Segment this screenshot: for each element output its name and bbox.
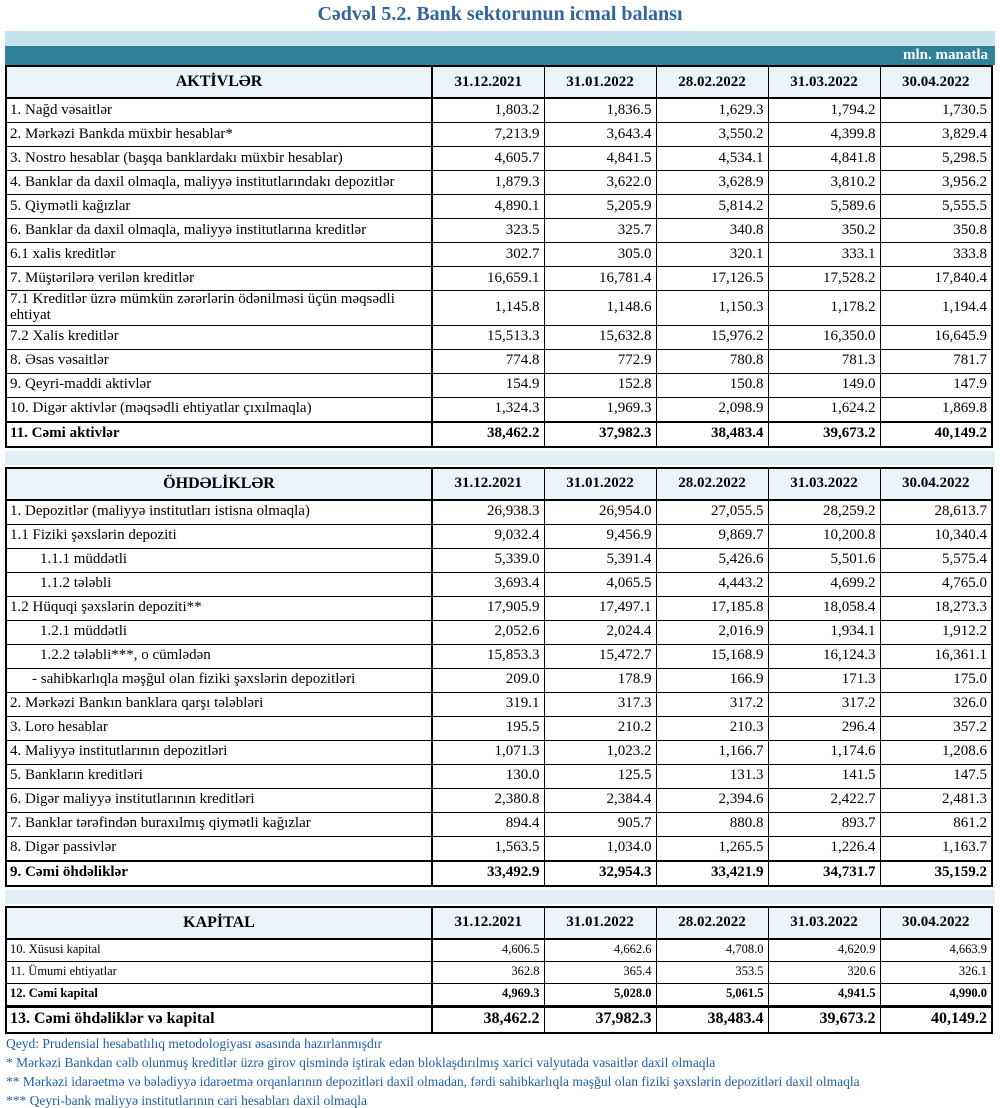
table-row (6, 668, 992, 692)
cell-value: 772.9 (544, 349, 656, 373)
report-page (0, 3, 1000, 1108)
row-label: 5. Qiymətli kağızlar (6, 195, 432, 219)
column-header: 31.12.2021 (432, 468, 544, 500)
cell-value: 26,954.0 (544, 500, 656, 525)
cell-value: 326.0 (880, 692, 992, 716)
cell-value: 905.7 (544, 812, 656, 836)
cell-value: 2,384.4 (544, 788, 656, 812)
cell-value: 1,150.3 (656, 291, 768, 326)
table-aktivler (5, 65, 993, 448)
cell-value: 5,298.5 (880, 147, 992, 171)
cell-value: 5,555.5 (880, 195, 992, 219)
table-row (6, 836, 992, 861)
cell-value: 149.0 (768, 373, 880, 397)
cell-value: 1,178.2 (768, 291, 880, 326)
cell-value: 39,673.2 (768, 422, 880, 447)
row-label: 5. Bankların kreditləri (6, 764, 432, 788)
cell-value: 880.8 (656, 812, 768, 836)
cell-value: 323.5 (432, 219, 544, 243)
table-row (6, 716, 992, 740)
cell-value: 353.5 (656, 961, 768, 983)
row-label: 12. Cəmi kapital (6, 983, 432, 1006)
table-row (6, 147, 992, 171)
cell-value: 333.1 (768, 243, 880, 267)
table-row (6, 98, 992, 123)
cell-value: 1,265.5 (656, 836, 768, 861)
cell-value: 17,497.1 (544, 596, 656, 620)
row-label: 1.1 Fiziki şəxslərin depoziti (6, 524, 432, 548)
column-header: 31.01.2022 (544, 66, 656, 98)
cell-value: 3,956.2 (880, 171, 992, 195)
cell-value: 28,259.2 (768, 500, 880, 525)
cell-value: 17,840.4 (880, 267, 992, 291)
cell-value: 5,205.9 (544, 195, 656, 219)
cell-value: 1,145.8 (432, 291, 544, 326)
cell-value: 4,399.8 (768, 123, 880, 147)
cell-value: 5,575.4 (880, 548, 992, 572)
cell-value: 16,361.1 (880, 644, 992, 668)
cell-value: 1,563.5 (432, 836, 544, 861)
table-row (6, 788, 992, 812)
cell-value: 131.3 (656, 764, 768, 788)
cell-value: 9,456.9 (544, 524, 656, 548)
cell-value: 4,708.0 (656, 939, 768, 962)
cell-value: 209.0 (432, 668, 544, 692)
top-band (5, 31, 995, 46)
row-label: 11. Ümumi ehtiyatlar (6, 961, 432, 983)
cell-value: 1,148.6 (544, 291, 656, 326)
row-label: 7. Banklar tərəfindən buraxılmış qiymətli kağızlar (6, 812, 432, 836)
column-header: 30.04.2022 (880, 907, 992, 939)
cell-value: 1,624.2 (768, 397, 880, 422)
row-label: 8. Digər passivlər (6, 836, 432, 861)
cell-value: 32,954.3 (544, 861, 656, 886)
cell-value: 1,879.3 (432, 171, 544, 195)
unit-label: mln. manatla (902, 47, 988, 63)
cell-value: 9,032.4 (432, 524, 544, 548)
cell-value: 1,629.3 (656, 98, 768, 123)
row-label: 1.1.1 müddətli (6, 548, 432, 572)
table-row (6, 373, 992, 397)
table-row (6, 397, 992, 422)
cell-value: 861.2 (880, 812, 992, 836)
cell-value: 37,982.3 (544, 1006, 656, 1033)
cell-value: 10,200.8 (768, 524, 880, 548)
cell-value: 1,836.5 (544, 98, 656, 123)
cell-value: 893.7 (768, 812, 880, 836)
row-label: 9. Qeyri-maddi aktivlər (6, 373, 432, 397)
cell-value: 38,483.4 (656, 1006, 768, 1033)
cell-value: 4,662.6 (544, 939, 656, 962)
cell-value: 2,016.9 (656, 620, 768, 644)
cell-value: 175.0 (880, 668, 992, 692)
cell-value: 1,194.4 (880, 291, 992, 326)
cell-value: 317.3 (544, 692, 656, 716)
table-row (6, 548, 992, 572)
cell-value: 2,052.6 (432, 620, 544, 644)
row-label: 6. Digər maliyyə institutlarının kreditləri (6, 788, 432, 812)
row-label: 1. Depozitlər (maliyyə institutları istisna olmaqla) (6, 500, 432, 525)
column-header: 31.01.2022 (544, 907, 656, 939)
cell-value: 1,324.3 (432, 397, 544, 422)
cell-value: 2,380.8 (432, 788, 544, 812)
table-row (6, 219, 992, 243)
table-row (6, 195, 992, 219)
column-header: 28.02.2022 (656, 907, 768, 939)
footnote-3: *** Qeyri-bank maliyyə institutlarının cari hesabları daxil olmaqla (6, 1092, 368, 1108)
table-row (6, 291, 992, 326)
cell-value: 210.2 (544, 716, 656, 740)
cell-value: 4,841.5 (544, 147, 656, 171)
cell-value: 166.9 (656, 668, 768, 692)
table-row (6, 644, 992, 668)
footnote-note: Qeyd: Prudensial hesabatlılıq metodologiyası əsasında hazırlanmışdır (6, 1035, 383, 1051)
table-row (6, 123, 992, 147)
cell-value: 305.0 (544, 243, 656, 267)
cell-value: 38,483.4 (656, 422, 768, 447)
cell-value: 9,869.7 (656, 524, 768, 548)
cell-value: 894.4 (432, 812, 544, 836)
row-label: 6.1 xalis kreditlər (6, 243, 432, 267)
cell-value: 780.8 (656, 349, 768, 373)
table-row (6, 764, 992, 788)
row-label: 13. Cəmi öhdəliklər və kapital (6, 1006, 432, 1033)
cell-value: 1,969.3 (544, 397, 656, 422)
cell-value: 333.8 (880, 243, 992, 267)
cell-value: 4,605.7 (432, 147, 544, 171)
cell-value: 3,622.0 (544, 171, 656, 195)
table-row (6, 349, 992, 373)
cell-value: 1,034.0 (544, 836, 656, 861)
cell-value: 34,731.7 (768, 861, 880, 886)
cell-value: 2,422.7 (768, 788, 880, 812)
cell-value: 781.3 (768, 349, 880, 373)
cell-value: 4,969.3 (432, 983, 544, 1006)
table-row (6, 740, 992, 764)
section-header: ÖHDƏLİKLƏR (6, 468, 432, 500)
cell-value: 3,550.2 (656, 123, 768, 147)
cell-value: 15,168.9 (656, 644, 768, 668)
cell-value: 365.4 (544, 961, 656, 983)
cell-value: 178.9 (544, 668, 656, 692)
section-header: KAPİTAL (6, 907, 432, 939)
header-row (6, 66, 992, 98)
cell-value: 325.7 (544, 219, 656, 243)
cell-value: 152.8 (544, 373, 656, 397)
cell-value: 357.2 (880, 716, 992, 740)
cell-value: 320.6 (768, 961, 880, 983)
table-row (6, 524, 992, 548)
table-kapital (5, 906, 993, 1034)
cell-value: 4,065.5 (544, 572, 656, 596)
table-row (6, 572, 992, 596)
row-label: 1.1.2 tələbli (6, 572, 432, 596)
cell-value: 2,481.3 (880, 788, 992, 812)
cell-value: 17,126.5 (656, 267, 768, 291)
cell-value: 774.8 (432, 349, 544, 373)
cell-value: 154.9 (432, 373, 544, 397)
cell-value: 340.8 (656, 219, 768, 243)
section-header: AKTİVLƏR (6, 66, 432, 98)
cell-value: 3,810.2 (768, 171, 880, 195)
cell-value: 33,421.9 (656, 861, 768, 886)
cell-value: 125.5 (544, 764, 656, 788)
cell-value: 5,814.2 (656, 195, 768, 219)
cell-value: 4,443.2 (656, 572, 768, 596)
cell-value: 5,426.6 (656, 548, 768, 572)
cell-value: 1,023.2 (544, 740, 656, 764)
table-row (6, 1006, 992, 1033)
row-label: - sahibkarlıqla məşğul olan fiziki şəxslərin depozitləri (6, 668, 432, 692)
cell-value: 317.2 (656, 692, 768, 716)
cell-value: 4,941.5 (768, 983, 880, 1006)
cell-value: 320.1 (656, 243, 768, 267)
cell-value: 4,663.9 (880, 939, 992, 962)
cell-value: 16,350.0 (768, 325, 880, 349)
column-header: 31.03.2022 (768, 66, 880, 98)
cell-value: 1,071.3 (432, 740, 544, 764)
table-row (6, 939, 992, 962)
row-label: 10. Xüsusi kapital (6, 939, 432, 962)
row-label: 7.1 Kreditlər üzrə mümkün zərərlərin ödənilməsi üçün məqsədli ehtiyat (6, 291, 432, 326)
cell-value: 17,185.8 (656, 596, 768, 620)
cell-value: 10,340.4 (880, 524, 992, 548)
cell-value: 150.8 (656, 373, 768, 397)
cell-value: 1,208.6 (880, 740, 992, 764)
tables-container (0, 65, 1000, 1034)
column-header: 31.01.2022 (544, 468, 656, 500)
cell-value: 1,226.4 (768, 836, 880, 861)
unit-band (5, 46, 995, 65)
cell-value: 4,841.8 (768, 147, 880, 171)
row-label: 2. Mərkəzi Bankın banklara qarşı tələbləri (6, 692, 432, 716)
cell-value: 15,976.2 (656, 325, 768, 349)
cell-value: 302.7 (432, 243, 544, 267)
cell-value: 1,730.5 (880, 98, 992, 123)
row-label: 1.2.2 tələbli***, o cümlədən (6, 644, 432, 668)
table-row (6, 243, 992, 267)
cell-value: 3,829.4 (880, 123, 992, 147)
cell-value: 781.7 (880, 349, 992, 373)
row-label: 10. Digər aktivlər (məqsədli ehtiyatlar çıxılmaqla) (6, 397, 432, 422)
cell-value: 35,159.2 (880, 861, 992, 886)
cell-value: 18,273.3 (880, 596, 992, 620)
cell-value: 33,492.9 (432, 861, 544, 886)
table-row (6, 961, 992, 983)
cell-value: 1,934.1 (768, 620, 880, 644)
cell-value: 2,098.9 (656, 397, 768, 422)
cell-value: 5,339.0 (432, 548, 544, 572)
table-row (6, 171, 992, 195)
table-row (6, 692, 992, 716)
cell-value: 7,213.9 (432, 123, 544, 147)
cell-value: 28,613.7 (880, 500, 992, 525)
row-label: 2. Mərkəzi Bankda müxbir hesablar* (6, 123, 432, 147)
cell-value: 2,024.4 (544, 620, 656, 644)
cell-value: 16,781.4 (544, 267, 656, 291)
cell-value: 3,693.4 (432, 572, 544, 596)
table-row (6, 325, 992, 349)
cell-value: 15,632.8 (544, 325, 656, 349)
cell-value: 350.8 (880, 219, 992, 243)
cell-value: 40,149.2 (880, 422, 992, 447)
row-label: 1.2.1 müddətli (6, 620, 432, 644)
cell-value: 1,166.7 (656, 740, 768, 764)
cell-value: 15,472.7 (544, 644, 656, 668)
table-row (6, 620, 992, 644)
cell-value: 4,620.9 (768, 939, 880, 962)
cell-value: 4,699.2 (768, 572, 880, 596)
cell-value: 40,149.2 (880, 1006, 992, 1033)
cell-value: 4,606.5 (432, 939, 544, 962)
header-row (6, 468, 992, 500)
page-title: Cədvəl 5.2. Bank sektorunun icmal balansı (317, 3, 683, 25)
row-label: 7. Müştərilərə verilən kreditlər (6, 267, 432, 291)
cell-value: 5,589.6 (768, 195, 880, 219)
cell-value: 147.5 (880, 764, 992, 788)
cell-value: 326.1 (880, 961, 992, 983)
table-row (6, 983, 992, 1006)
cell-value: 1,163.7 (880, 836, 992, 861)
column-header: 31.12.2021 (432, 907, 544, 939)
cell-value: 17,905.9 (432, 596, 544, 620)
cell-value: 147.9 (880, 373, 992, 397)
cell-value: 37,982.3 (544, 422, 656, 447)
cell-value: 39,673.2 (768, 1006, 880, 1033)
cell-value: 362.8 (432, 961, 544, 983)
row-label: 11. Cəmi aktivlər (6, 422, 432, 447)
cell-value: 171.3 (768, 668, 880, 692)
cell-value: 27,055.5 (656, 500, 768, 525)
cell-value: 38,462.2 (432, 1006, 544, 1033)
column-header: 31.03.2022 (768, 468, 880, 500)
cell-value: 5,501.6 (768, 548, 880, 572)
cell-value: 4,534.1 (656, 147, 768, 171)
cell-value: 3,643.4 (544, 123, 656, 147)
cell-value: 4,890.1 (432, 195, 544, 219)
cell-value: 38,462.2 (432, 422, 544, 447)
cell-value: 15,513.3 (432, 325, 544, 349)
cell-value: 18,058.4 (768, 596, 880, 620)
row-label: 9. Cəmi öhdəliklər (6, 861, 432, 886)
column-header: 31.12.2021 (432, 66, 544, 98)
cell-value: 195.5 (432, 716, 544, 740)
header-row (6, 907, 992, 939)
table-ohdelikler (5, 467, 993, 887)
cell-value: 16,124.3 (768, 644, 880, 668)
cell-value: 3,628.9 (656, 171, 768, 195)
cell-value: 5,028.0 (544, 983, 656, 1006)
column-header: 30.04.2022 (880, 66, 992, 98)
cell-value: 1,794.2 (768, 98, 880, 123)
table-row (6, 861, 992, 886)
column-header: 31.03.2022 (768, 907, 880, 939)
column-header: 30.04.2022 (880, 468, 992, 500)
section-gap (5, 890, 995, 904)
row-label: 4. Banklar da daxil olmaqla, maliyyə institutlarındakı depozitlər (6, 171, 432, 195)
cell-value: 4,990.0 (880, 983, 992, 1006)
column-header: 28.02.2022 (656, 66, 768, 98)
table-row (6, 500, 992, 525)
cell-value: 319.1 (432, 692, 544, 716)
footnotes (6, 1037, 994, 1108)
row-label: 4. Maliyyə institutlarının depozitləri (6, 740, 432, 764)
footnote-1: * Mərkəzi Bankdan cəlb olunmuş kreditlər üzrə girov qismində iştirak edən bloklaşdırılmış xarici valyutada vəsaitlər daxil olmaqla (6, 1054, 716, 1070)
cell-value: 1,869.8 (880, 397, 992, 422)
table-row (6, 596, 992, 620)
cell-value: 2,394.6 (656, 788, 768, 812)
footnote-2: ** Mərkəzi idarəetmə və bələdiyyə idarəetmə orqanlarının depozitləri daxil olmadan, fərdi sahibkarlıqla məşğul olan fiziki şəxslərin depozitləri daxil olmaqla (6, 1073, 860, 1089)
cell-value: 350.2 (768, 219, 880, 243)
cell-value: 141.5 (768, 764, 880, 788)
row-label: 7.2 Xalis kreditlər (6, 325, 432, 349)
cell-value: 15,853.3 (432, 644, 544, 668)
cell-value: 17,528.2 (768, 267, 880, 291)
row-label: 3. Nostro hesablar (başqa banklardakı müxbir hesablar) (6, 147, 432, 171)
cell-value: 16,645.9 (880, 325, 992, 349)
column-header: 28.02.2022 (656, 468, 768, 500)
cell-value: 5,391.4 (544, 548, 656, 572)
table-row (6, 422, 992, 447)
table-row (6, 267, 992, 291)
cell-value: 1,912.2 (880, 620, 992, 644)
cell-value: 1,174.6 (768, 740, 880, 764)
cell-value: 26,938.3 (432, 500, 544, 525)
cell-value: 317.2 (768, 692, 880, 716)
cell-value: 4,765.0 (880, 572, 992, 596)
cell-value: 130.0 (432, 764, 544, 788)
cell-value: 16,659.1 (432, 267, 544, 291)
row-label: 8. Əsas vəsaitlər (6, 349, 432, 373)
cell-value: 210.3 (656, 716, 768, 740)
cell-value: 5,061.5 (656, 983, 768, 1006)
row-label: 3. Loro hesablar (6, 716, 432, 740)
table-row (6, 812, 992, 836)
row-label: 1.2 Hüquqi şəxslərin depoziti** (6, 596, 432, 620)
section-gap (5, 451, 995, 465)
row-label: 1. Nağd vəsaitlər (6, 98, 432, 123)
cell-value: 1,803.2 (432, 98, 544, 123)
cell-value: 296.4 (768, 716, 880, 740)
row-label: 6. Banklar da daxil olmaqla, maliyyə institutlarına kreditlər (6, 219, 432, 243)
